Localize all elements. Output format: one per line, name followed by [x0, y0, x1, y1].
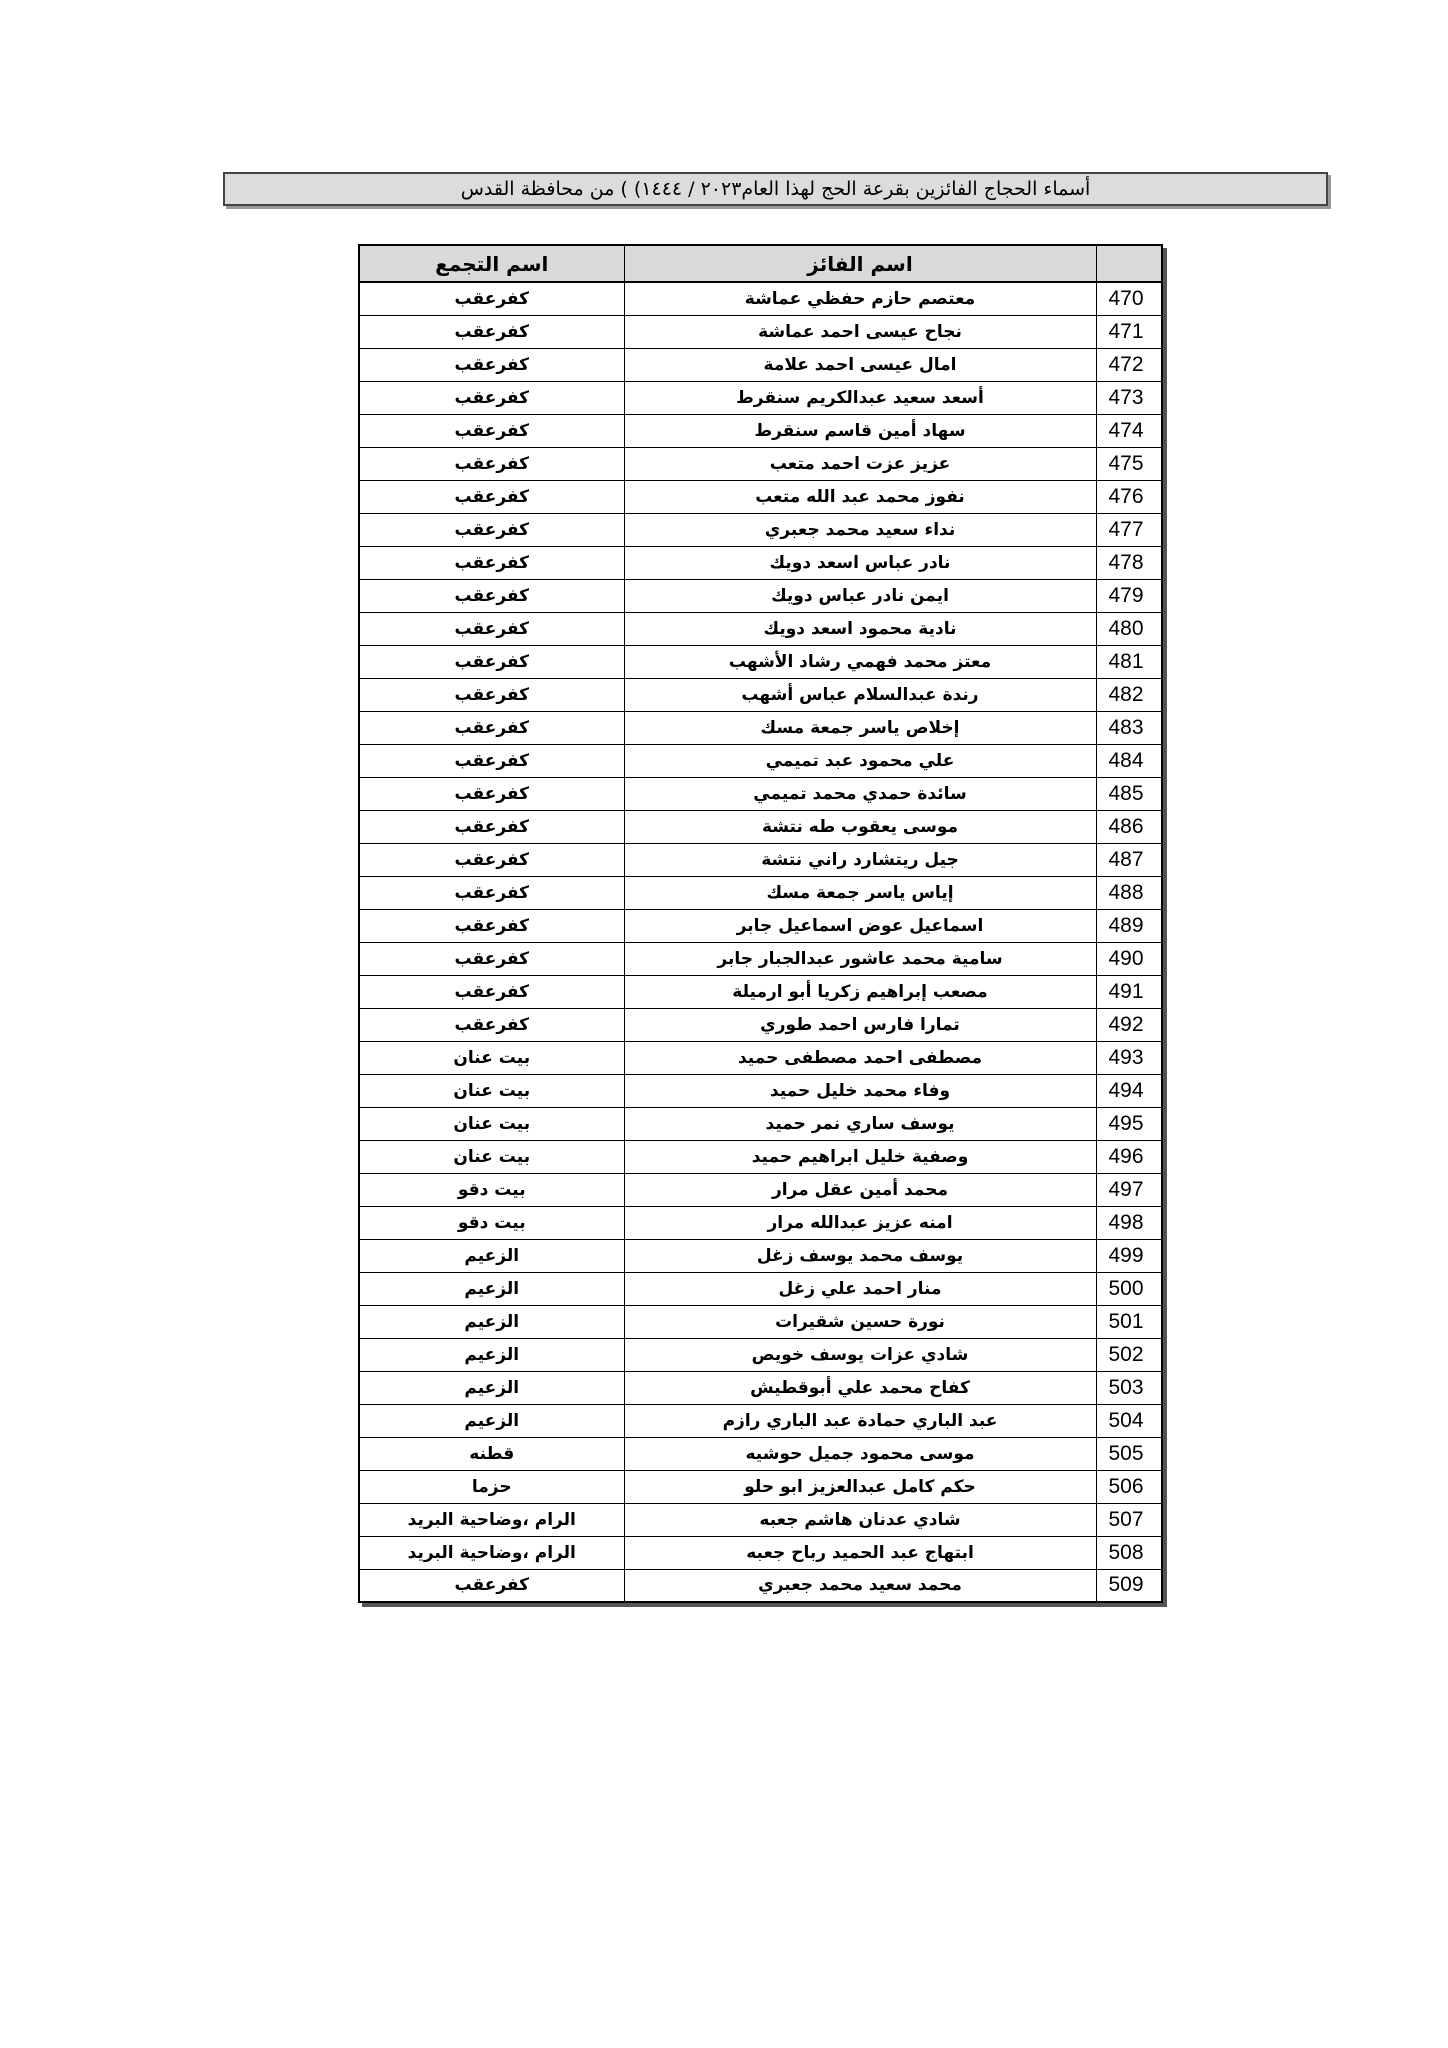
table-row	[359, 810, 1162, 843]
table-row	[359, 942, 1162, 975]
row-number: 475	[1096, 447, 1162, 480]
group-name: كفرعقب	[359, 315, 624, 348]
winner-name: عبد الباري حمادة عبد الباري رازم	[624, 1404, 1096, 1437]
group-name: الزعيم	[359, 1338, 624, 1371]
winner-name: جيل ريتشارد راني نتشة	[624, 843, 1096, 876]
row-number: 470	[1096, 282, 1162, 315]
group-name: كفرعقب	[359, 1008, 624, 1041]
winner-name: مصعب إبراهيم زكريا أبو ارميلة	[624, 975, 1096, 1008]
row-number: 489	[1096, 909, 1162, 942]
group-name: الزعيم	[359, 1404, 624, 1437]
row-number: 492	[1096, 1008, 1162, 1041]
table-row	[359, 1404, 1162, 1437]
table-row	[359, 744, 1162, 777]
group-name: كفرعقب	[359, 777, 624, 810]
row-number: 498	[1096, 1206, 1162, 1239]
group-name: كفرعقب	[359, 711, 624, 744]
row-number: 500	[1096, 1272, 1162, 1305]
group-name: كفرعقب	[359, 678, 624, 711]
winner-name: نداء سعيد محمد جعبري	[624, 513, 1096, 546]
row-number: 494	[1096, 1074, 1162, 1107]
winner-name: سهاد أمين قاسم سنقرط	[624, 414, 1096, 447]
group-name: كفرعقب	[359, 348, 624, 381]
row-number: 477	[1096, 513, 1162, 546]
table-row	[359, 1008, 1162, 1041]
row-number: 483	[1096, 711, 1162, 744]
winner-name: نادية محمود اسعد دويك	[624, 612, 1096, 645]
row-number: 479	[1096, 579, 1162, 612]
winner-name: كفاح محمد علي أبوقطيش	[624, 1371, 1096, 1404]
winner-name: نورة حسين شقيرات	[624, 1305, 1096, 1338]
row-number: 504	[1096, 1404, 1162, 1437]
winner-name: إياس ياسر جمعة مسك	[624, 876, 1096, 909]
table-row	[359, 546, 1162, 579]
row-number: 507	[1096, 1503, 1162, 1536]
winners-table	[358, 244, 1163, 1603]
winner-name: نفوز محمد عبد الله متعب	[624, 480, 1096, 513]
winner-name: ايمن نادر عباس دويك	[624, 579, 1096, 612]
table-row	[359, 1437, 1162, 1470]
winner-name: امال عيسى احمد علامة	[624, 348, 1096, 381]
table-row	[359, 1371, 1162, 1404]
row-number: 471	[1096, 315, 1162, 348]
group-name: كفرعقب	[359, 513, 624, 546]
winner-name: ابتهاج عبد الحميد رباح جعبه	[624, 1536, 1096, 1569]
group-name: كفرعقب	[359, 282, 624, 315]
table-row	[359, 1569, 1162, 1602]
group-name: كفرعقب	[359, 744, 624, 777]
group-name: بيت عنان	[359, 1107, 624, 1140]
winner-name: وفاء محمد خليل حميد	[624, 1074, 1096, 1107]
winner-name: نجاح عيسى احمد عماشة	[624, 315, 1096, 348]
table-row	[359, 1074, 1162, 1107]
group-name: كفرعقب	[359, 414, 624, 447]
winner-name: نادر عباس اسعد دويك	[624, 546, 1096, 579]
table-row	[359, 414, 1162, 447]
table-row	[359, 282, 1162, 315]
winner-name: موسى يعقوب طه نتشة	[624, 810, 1096, 843]
row-number: 497	[1096, 1173, 1162, 1206]
table-row	[359, 1305, 1162, 1338]
table-row	[359, 645, 1162, 678]
group-name: قطنه	[359, 1437, 624, 1470]
winner-name: معتصم حازم حفظي عماشة	[624, 282, 1096, 315]
row-number: 487	[1096, 843, 1162, 876]
group-name: الزعيم	[359, 1305, 624, 1338]
table-row	[359, 678, 1162, 711]
table-row	[359, 447, 1162, 480]
header-group: اسم التجمع	[359, 245, 624, 282]
winner-name: منار احمد علي زغل	[624, 1272, 1096, 1305]
table-row	[359, 381, 1162, 414]
winner-name: عزيز عزت احمد متعب	[624, 447, 1096, 480]
group-name: كفرعقب	[359, 1569, 624, 1602]
winner-name: حكم كامل عبدالعزيز ابو حلو	[624, 1470, 1096, 1503]
winner-name: شادي عزات يوسف خويص	[624, 1338, 1096, 1371]
winner-name: علي محمود عبد تميمي	[624, 744, 1096, 777]
table-row	[359, 975, 1162, 1008]
group-name: كفرعقب	[359, 480, 624, 513]
table-row	[359, 711, 1162, 744]
group-name: كفرعقب	[359, 447, 624, 480]
group-name: بيت دقو	[359, 1173, 624, 1206]
row-number: 501	[1096, 1305, 1162, 1338]
row-number: 472	[1096, 348, 1162, 381]
row-number: 491	[1096, 975, 1162, 1008]
table-row	[359, 909, 1162, 942]
page-title: أسماء الحجاج الفائزين بقرعة الحج لهذا العام٢٠٢٣ / ١٤٤٤) ) من محافظة القدس	[223, 172, 1328, 206]
row-number: 484	[1096, 744, 1162, 777]
table-row	[359, 1536, 1162, 1569]
table-row	[359, 1470, 1162, 1503]
row-number: 499	[1096, 1239, 1162, 1272]
table-header-row	[359, 245, 1162, 282]
group-name: كفرعقب	[359, 909, 624, 942]
row-number: 505	[1096, 1437, 1162, 1470]
row-number: 496	[1096, 1140, 1162, 1173]
header-name: اسم الفائز	[624, 245, 1096, 282]
group-name: كفرعقب	[359, 381, 624, 414]
row-number: 490	[1096, 942, 1162, 975]
group-name: بيت عنان	[359, 1041, 624, 1074]
table-row	[359, 513, 1162, 546]
group-name: كفرعقب	[359, 579, 624, 612]
row-number: 493	[1096, 1041, 1162, 1074]
row-number: 485	[1096, 777, 1162, 810]
row-number: 476	[1096, 480, 1162, 513]
table-row	[359, 1272, 1162, 1305]
table-row	[359, 876, 1162, 909]
row-number: 474	[1096, 414, 1162, 447]
winner-name: امنه عزيز عبدالله مرار	[624, 1206, 1096, 1239]
row-number: 508	[1096, 1536, 1162, 1569]
table-row	[359, 843, 1162, 876]
winner-name: سامية محمد عاشور عبدالجبار جابر	[624, 942, 1096, 975]
group-name: بيت عنان	[359, 1074, 624, 1107]
table-row	[359, 1338, 1162, 1371]
table-row	[359, 1503, 1162, 1536]
group-name: حزما	[359, 1470, 624, 1503]
group-name: كفرعقب	[359, 810, 624, 843]
table-row	[359, 612, 1162, 645]
row-number: 481	[1096, 645, 1162, 678]
group-name: كفرعقب	[359, 876, 624, 909]
row-number: 495	[1096, 1107, 1162, 1140]
table-row	[359, 579, 1162, 612]
group-name: الزعيم	[359, 1272, 624, 1305]
group-name: بيت دقو	[359, 1206, 624, 1239]
row-number: 486	[1096, 810, 1162, 843]
winner-name: شادي عدنان هاشم جعبه	[624, 1503, 1096, 1536]
table-row	[359, 348, 1162, 381]
winner-name: تمارا فارس احمد طوري	[624, 1008, 1096, 1041]
group-name: الزعيم	[359, 1239, 624, 1272]
table-row	[359, 1239, 1162, 1272]
group-name: كفرعقب	[359, 546, 624, 579]
group-name: كفرعقب	[359, 975, 624, 1008]
row-number: 502	[1096, 1338, 1162, 1371]
row-number: 488	[1096, 876, 1162, 909]
winner-name: إخلاص ياسر جمعة مسك	[624, 711, 1096, 744]
table-row	[359, 777, 1162, 810]
winner-name: رندة عبدالسلام عباس أشهب	[624, 678, 1096, 711]
winner-name: مصطفى احمد مصطفى حميد	[624, 1041, 1096, 1074]
table-row	[359, 315, 1162, 348]
row-number: 478	[1096, 546, 1162, 579]
row-number: 503	[1096, 1371, 1162, 1404]
winner-name: يوسف ساري نمر حميد	[624, 1107, 1096, 1140]
group-name: كفرعقب	[359, 645, 624, 678]
group-name: الزعيم	[359, 1371, 624, 1404]
table-row	[359, 1140, 1162, 1173]
group-name: كفرعقب	[359, 843, 624, 876]
group-name: الرام ،وضاحية البريد	[359, 1536, 624, 1569]
group-name: كفرعقب	[359, 942, 624, 975]
winner-name: وصفية خليل ابراهيم حميد	[624, 1140, 1096, 1173]
winner-name: محمد أمين عقل مرار	[624, 1173, 1096, 1206]
table-row	[359, 480, 1162, 513]
group-name: الرام ،وضاحية البريد	[359, 1503, 624, 1536]
header-number	[1096, 245, 1162, 282]
row-number: 509	[1096, 1569, 1162, 1602]
winner-name: محمد سعيد محمد جعبري	[624, 1569, 1096, 1602]
row-number: 482	[1096, 678, 1162, 711]
group-name: بيت عنان	[359, 1140, 624, 1173]
table-row	[359, 1206, 1162, 1239]
row-number: 480	[1096, 612, 1162, 645]
row-number: 506	[1096, 1470, 1162, 1503]
row-number: 473	[1096, 381, 1162, 414]
table-row	[359, 1041, 1162, 1074]
table-row	[359, 1173, 1162, 1206]
group-name: كفرعقب	[359, 612, 624, 645]
winner-name: موسى محمود جميل حوشيه	[624, 1437, 1096, 1470]
winner-name: سائدة حمدي محمد تميمي	[624, 777, 1096, 810]
table-row	[359, 1107, 1162, 1140]
winner-name: معتز محمد فهمي رشاد الأشهب	[624, 645, 1096, 678]
winner-name: أسعد سعيد عبدالكريم سنقرط	[624, 381, 1096, 414]
winner-name: اسماعيل عوض اسماعيل جابر	[624, 909, 1096, 942]
winner-name: يوسف محمد يوسف زغل	[624, 1239, 1096, 1272]
